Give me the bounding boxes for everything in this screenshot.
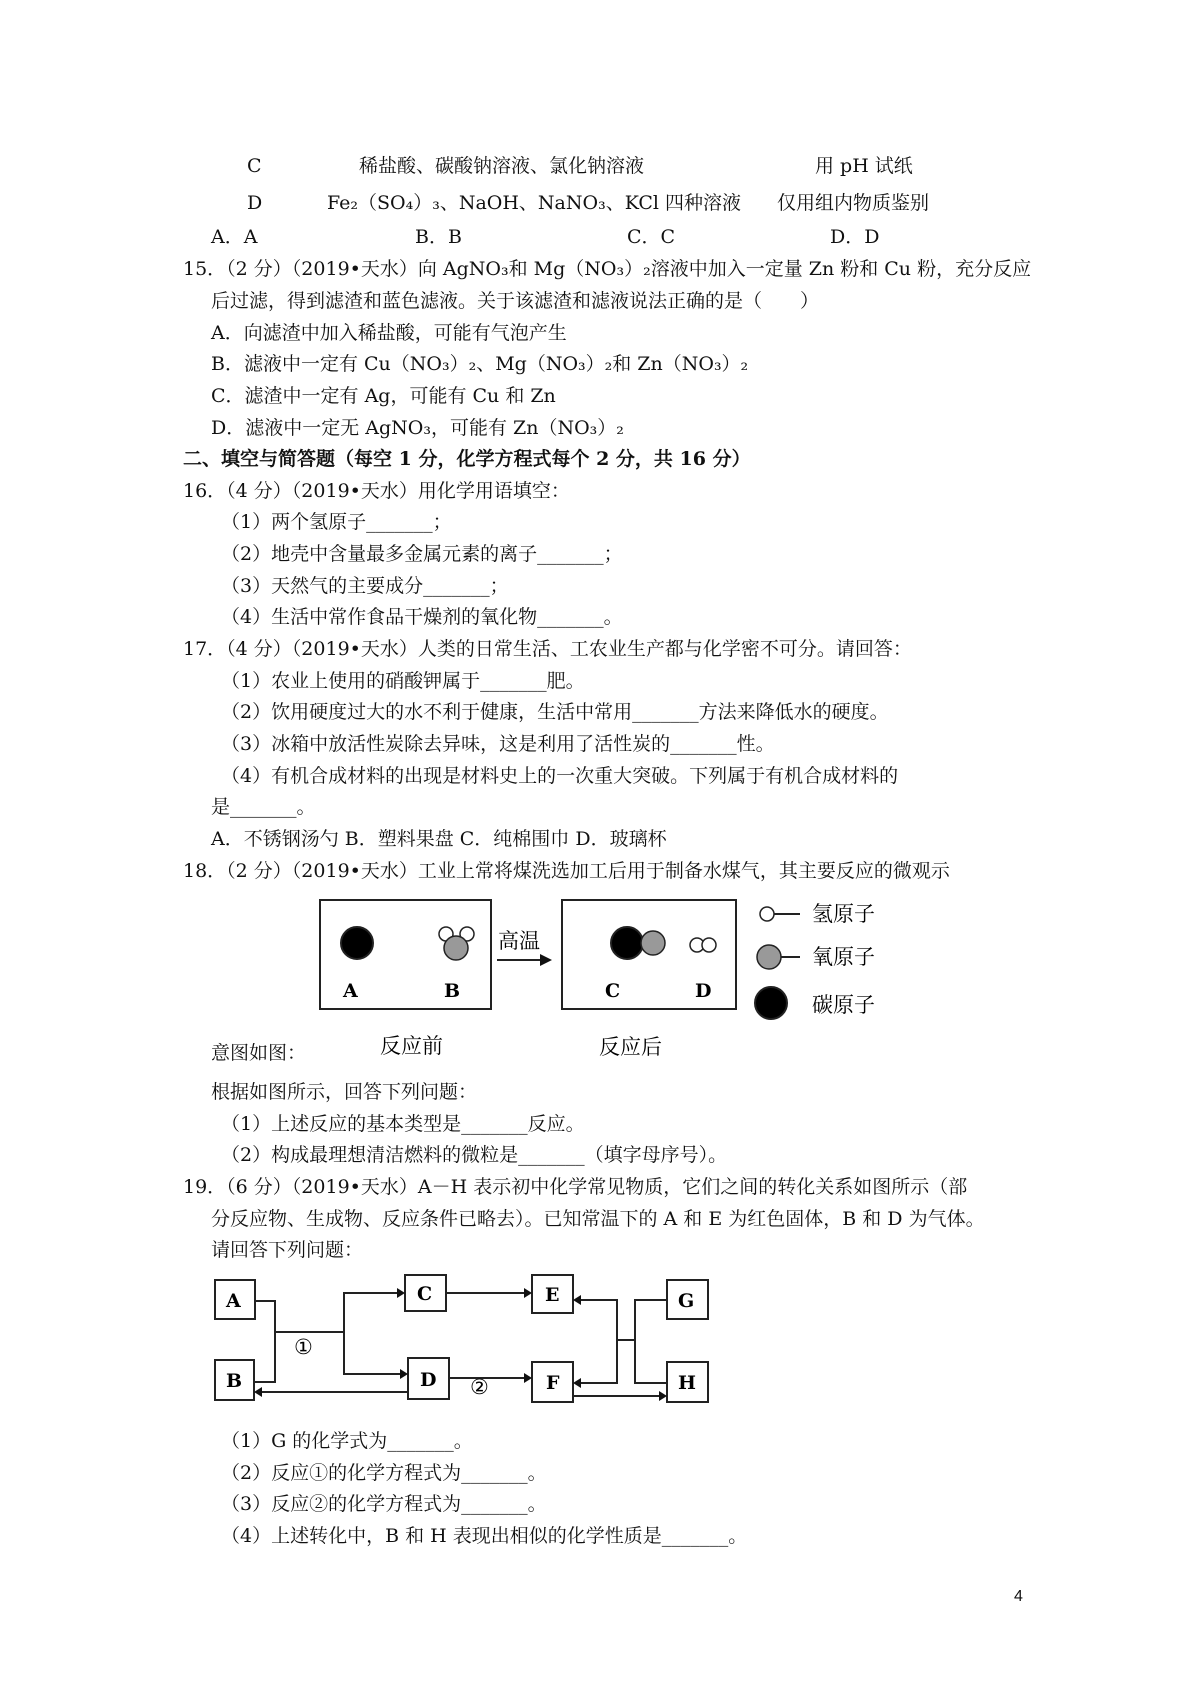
q19-item: （2）反应①的化学方程式为_______。 <box>221 1462 547 1484</box>
page-number: 4 <box>1014 1588 1023 1605</box>
flow-diagram <box>215 1275 708 1402</box>
table-row-key: C <box>247 155 262 177</box>
q16-item: （4）生活中常作食品干燥剂的氧化物_______。 <box>221 606 623 628</box>
q15-option-b: B．滤液中一定有 Cu（NO₃）₂、Mg（NO₃）₂和 Zn（NO₃）₂ <box>211 353 749 375</box>
legend-hydrogen-icon <box>760 907 774 921</box>
node-c: C <box>417 1283 433 1305</box>
node-b: B <box>226 1370 243 1392</box>
q17-item: （3）冰箱中放活性炭除去异味，这是利用了活性炭的_______性。 <box>221 733 775 755</box>
node-g: G <box>678 1290 695 1312</box>
q17-options: A．不锈钢汤勺 B．塑料果盘 C．纯棉围巾 D．玻璃杯 <box>211 828 667 850</box>
q19-item: （1）G 的化学式为_______。 <box>221 1430 473 1452</box>
q18-item: （2）构成最理想清洁燃料的微粒是_______（填字母序号）。 <box>221 1144 728 1166</box>
label-b: B <box>444 980 461 1002</box>
q15-stem-cont: 后过滤，得到滤渣和蓝色滤液。关于该滤渣和滤液说法正确的是（ ） <box>211 290 820 312</box>
node-h: H <box>678 1372 696 1394</box>
after-caption: 反应后 <box>599 1035 662 1059</box>
reaction-2-label: ② <box>470 1375 489 1399</box>
q17-item: （4）有机合成材料的出现是材料史上的一次重大突破。下列属于有机合成材料的 <box>221 765 899 787</box>
legend-carbon: 碳原子 <box>812 993 875 1017</box>
table-row-method: 仅用组内物质鉴别 <box>777 192 930 214</box>
molecule-diagram <box>320 900 800 1019</box>
table-row-substances: Fe₂（SO₄）₃、NaOH、NaNO₃、KCl 四种溶液 <box>327 192 742 214</box>
q19-stem-cont: 请回答下列问题： <box>211 1239 364 1261</box>
q16-item: （3）天然气的主要成分_______； <box>221 575 509 597</box>
q16-item: （2）地壳中含量最多金属元素的离子_______； <box>221 543 623 565</box>
legend-carbon-icon <box>755 987 787 1019</box>
section-title: 二、填空与简答题（每空 1 分，化学方程式每个 2 分，共 16 分） <box>183 448 751 470</box>
node-a: A <box>226 1290 241 1312</box>
label-a: A <box>343 980 358 1002</box>
q17-item: （1）农业上使用的硝酸钾属于_______肥。 <box>221 670 585 692</box>
q15-option-d: D．滤液中一定无 AgNO₃，可能有 Zn（NO₃）₂ <box>211 417 624 439</box>
q18-item: （1）上述反应的基本类型是_______反应。 <box>221 1113 585 1135</box>
q17-stem: 17．（4 分）（2019•天水）人类的日常生活、工农业生产都与化学密不可分。请回答： <box>183 638 912 660</box>
carbon-atom <box>611 927 643 959</box>
q16-stem: 16．（4 分）（2019•天水）用化学用语填空： <box>183 480 570 502</box>
legend-oxygen-icon <box>757 945 781 969</box>
node-e: E <box>545 1284 560 1306</box>
q17-item: （2）饮用硬度过大的水不利于健康，生活中常用_______方法来降低水的硬度。 <box>221 701 889 723</box>
q15-option-c: C．滤渣中一定有 Ag，可能有 Cu 和 Zn <box>211 385 556 407</box>
reaction-condition: 高温 <box>498 929 540 953</box>
oxygen-atom <box>444 936 468 960</box>
q15-stem: 15．（2 分）（2019•天水）向 AgNO₃和 Mg（NO₃）₂溶液中加入一定量 Zn 粉和 Cu 粉，充分反应 <box>183 258 1032 280</box>
node-d: D <box>420 1369 437 1391</box>
q19-stem: 19．（6 分）（2019•天水）A－H 表示初中化学常见物质，它们之间的转化关系如图所示（部 <box>183 1176 968 1198</box>
q18-stem-cont: 意图如图： <box>211 1042 307 1064</box>
legend-oxygen: 氧原子 <box>812 945 875 969</box>
table-row-method: 用 pH 试纸 <box>815 155 913 177</box>
oxygen-atom <box>641 931 665 955</box>
node-f: F <box>546 1372 560 1394</box>
table-row-substances: 稀盐酸、碳酸钠溶液、氯化钠溶液 <box>359 155 645 177</box>
legend-hydrogen: 氢原子 <box>812 902 875 926</box>
q18-stem: 18．（2 分）（2019•天水）工业上常将煤洗选加工后用于制备水煤气，其主要反应的微观示 <box>183 860 950 882</box>
q19-item: （4）上述转化中，B 和 H 表现出相似的化学性质是_______。 <box>221 1525 748 1547</box>
reaction-1-label: ① <box>294 1335 313 1359</box>
table-row-key: D <box>247 192 263 214</box>
q14-option-d: D．D <box>830 226 880 248</box>
q19-stem-cont: 分反应物、生成物、反应条件已略去）。已知常温下的 A 和 E 为红色固体，B 和 D 为气体。 <box>211 1208 985 1230</box>
before-caption: 反应前 <box>380 1034 443 1058</box>
q18-prompt: 根据如图所示，回答下列问题： <box>211 1081 478 1103</box>
q15-option-a: A．向滤渣中加入稀盐酸，可能有气泡产生 <box>211 322 567 344</box>
q19-item: （3）反应②的化学方程式为_______。 <box>221 1493 547 1515</box>
q14-option-a: A．A <box>211 226 258 248</box>
q14-option-c: C．C <box>627 226 676 248</box>
label-c: C <box>605 980 621 1002</box>
q17-item: 是_______。 <box>211 796 316 818</box>
hydrogen-atom <box>702 938 716 952</box>
label-d: D <box>695 980 712 1002</box>
carbon-atom <box>341 927 373 959</box>
q16-item: （1）两个氢原子_______； <box>221 511 452 533</box>
q14-option-b: B．B <box>415 226 462 248</box>
